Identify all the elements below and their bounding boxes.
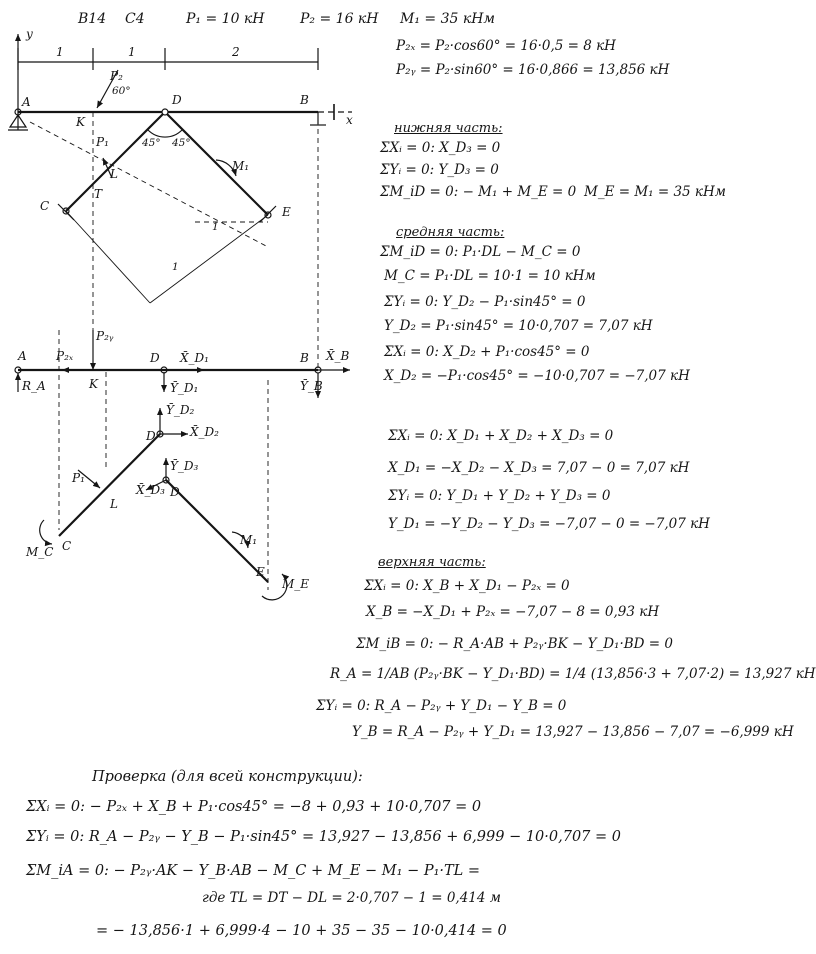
upper-eq-1: ΣXᵢ = 0: X_B + X_D₁ − P₂ₓ = 0: [364, 578, 570, 594]
moment-M1-label-lower: M₁: [240, 533, 258, 547]
force-p1-value: P₁ = 10 кН: [186, 11, 265, 27]
check-eq-1: ΣXᵢ = 0: − P₂ₓ + X_B + P₁·cos45° = −8 + 0,93 + 10·0,707 = 0: [26, 799, 482, 815]
variant-label: В14: [78, 11, 107, 27]
moment-ME-label: M_E: [282, 577, 310, 591]
moment-M1-label-top: M₁: [232, 159, 250, 173]
length-label-1b: 1: [172, 261, 179, 273]
lower-part-title: нижняя часть:: [394, 121, 503, 136]
force-XB-label: X̄_B: [326, 349, 350, 363]
reaction-RA-label: R_A: [22, 379, 46, 393]
point-C-lower: C: [62, 539, 72, 553]
middle-eq-6: X_D₂ = −P₁·cos45° = −10·0,707 = −7,07 кН: [384, 368, 690, 384]
middle-eq-4: Y_D₂ = P₁·sin45° = 10·0,707 = 7,07 кН: [384, 318, 653, 334]
lower-eq-3: ΣM_iD = 0: − M₁ + M_E = 0: [380, 184, 577, 200]
point-B-top: B: [300, 93, 309, 107]
check-eq-2: ΣYᵢ = 0: R_A − P₂ᵧ − Y_B − P₁·sin45° = 13,927 − 13,856 + 6,999 − 10·0,707 = 0: [26, 829, 621, 845]
p2x-formula: P₂ₓ = P₂·cos60° = 16·0,5 = 8 кН: [396, 38, 616, 54]
point-C-top: C: [40, 199, 50, 213]
force-P2-label: P₂: [110, 69, 123, 83]
lower-eq-3b: M_E = M₁ = 35 кНм: [584, 184, 726, 200]
check-title: Проверка (для всей конструкции):: [92, 769, 363, 785]
angle-60-label: 60°: [112, 85, 131, 97]
point-D-top: D: [172, 93, 182, 107]
force-XD1-label: X̄_D₁: [180, 351, 209, 365]
point-A-top: A: [22, 95, 31, 109]
hinge-eq-4: Y_D₁ = −Y_D₂ − Y_D₃ = −7,07 − 0 = −7,07 кН: [388, 516, 710, 532]
hinge-eq-2: X_D₁ = −X_D₂ − X_D₃ = 7,07 − 0 = 7,07 кН: [388, 460, 690, 476]
upper-eq-6: Y_B = R_A − P₂ᵧ + Y_D₁ = 13,927 − 13,856 − 7,07 = −6,999 кН: [352, 724, 794, 740]
axis-y-label: y: [26, 27, 33, 41]
point-D3-label: D: [170, 485, 180, 499]
upper-part-title: верхняя часть:: [378, 555, 486, 570]
point-B-lower: B: [300, 351, 309, 365]
point-L-top: L: [110, 167, 118, 181]
p2y-formula: P₂ᵧ = P₂·sin60° = 16·0,866 = 13,856 кН: [396, 62, 670, 78]
force-P1-label-lower: P₁: [72, 471, 85, 485]
force-YB-label: Ȳ_B: [300, 379, 323, 393]
moment-Mc-label: M_C: [26, 545, 54, 559]
point-T-top: T: [94, 187, 103, 201]
middle-eq-3: ΣYᵢ = 0: Y_D₂ − P₁·sin45° = 0: [384, 294, 586, 310]
check-eq-5: = − 13,856·1 + 6,999·4 − 10 + 35 − 35 − 10·0,414 = 0: [96, 923, 507, 939]
point-D-lower: D: [150, 351, 160, 365]
point-E-lower: E: [256, 565, 265, 579]
force-P1-label-top: P₁: [96, 135, 109, 149]
force-XD2-label: X̄_D₂: [190, 425, 219, 439]
point-L-lower: L: [110, 497, 118, 511]
axis-x-label: x: [346, 113, 353, 127]
dim-label-2: 2: [232, 45, 240, 59]
dim-label-1a: 1: [56, 45, 64, 59]
force-P2x-label: P₂ₓ: [56, 349, 74, 363]
point-E-top: E: [282, 205, 291, 219]
middle-eq-5: ΣXᵢ = 0: X_D₂ + P₁·cos45° = 0: [384, 344, 590, 360]
force-XD3-label: X̄_D₃: [136, 483, 165, 497]
force-YD1-label: Ȳ_D₁: [170, 381, 199, 395]
dim-label-1b: 1: [128, 45, 136, 59]
moment-m1-value: M₁ = 35 кНм: [400, 11, 496, 27]
upper-eq-2: X_B = −X_D₁ + P₂ₓ = −7,07 − 8 = 0,93 кН: [366, 604, 660, 620]
task-label: С4: [125, 11, 145, 27]
coordinate-axes: [18, 34, 352, 130]
point-D2-label: D: [146, 429, 156, 443]
lower-eq-1: ΣXᵢ = 0: X_D₃ = 0: [380, 140, 501, 156]
force-P2y-label: P₂ᵧ: [96, 329, 114, 343]
length-label-1a: 1: [212, 221, 219, 233]
member-DE-freebody: [146, 458, 287, 600]
hinge-eq-1: ΣXᵢ = 0: X_D₁ + X_D₂ + X_D₃ = 0: [388, 428, 614, 444]
angle-45-left: 45°: [142, 137, 161, 149]
upper-eq-5: ΣYᵢ = 0: R_A − P₂ᵧ + Y_D₁ − Y_B = 0: [316, 698, 567, 714]
angle-45-right: 45°: [172, 137, 191, 149]
check-eq-4: где TL = DT − DL = 2·0,707 − 1 = 0,414 м: [202, 890, 501, 906]
force-p2-value: P₂ = 16 кН: [300, 11, 379, 27]
point-A-lower: A: [18, 349, 27, 363]
force-YD2-label: Ȳ_D₂: [166, 403, 195, 417]
middle-eq-1: ΣM_iD = 0: P₁·DL − M_C = 0: [380, 244, 581, 260]
lower-eq-2: ΣYᵢ = 0: Y_D₃ = 0: [380, 162, 499, 178]
upper-eq-3: ΣM_iB = 0: − R_A·AB + P₂ᵧ·BK − Y_D₁·BD = 0: [356, 636, 673, 652]
hinge-eq-3: ΣYᵢ = 0: Y_D₁ + Y_D₂ + Y_D₃ = 0: [388, 488, 611, 504]
point-K-top: K: [76, 115, 85, 129]
check-eq-3: ΣM_iA = 0: − P₂ᵧ·AK − Y_B·AB − M_C + M_E − M₁ − P₁·TL =: [26, 863, 481, 879]
point-K-lower: K: [89, 377, 98, 391]
force-YD3-label: Ȳ_D₃: [170, 459, 199, 473]
middle-eq-2: M_C = P₁·DL = 10·1 = 10 кНм: [384, 268, 596, 284]
upper-eq-4: R_A = 1/AB (P₂ᵧ·BK − Y_D₁·BD) = 1/4 (13,856·3 + 7,07·2) = 13,927 кН: [330, 666, 816, 682]
middle-part-title: средняя часть:: [396, 225, 505, 240]
